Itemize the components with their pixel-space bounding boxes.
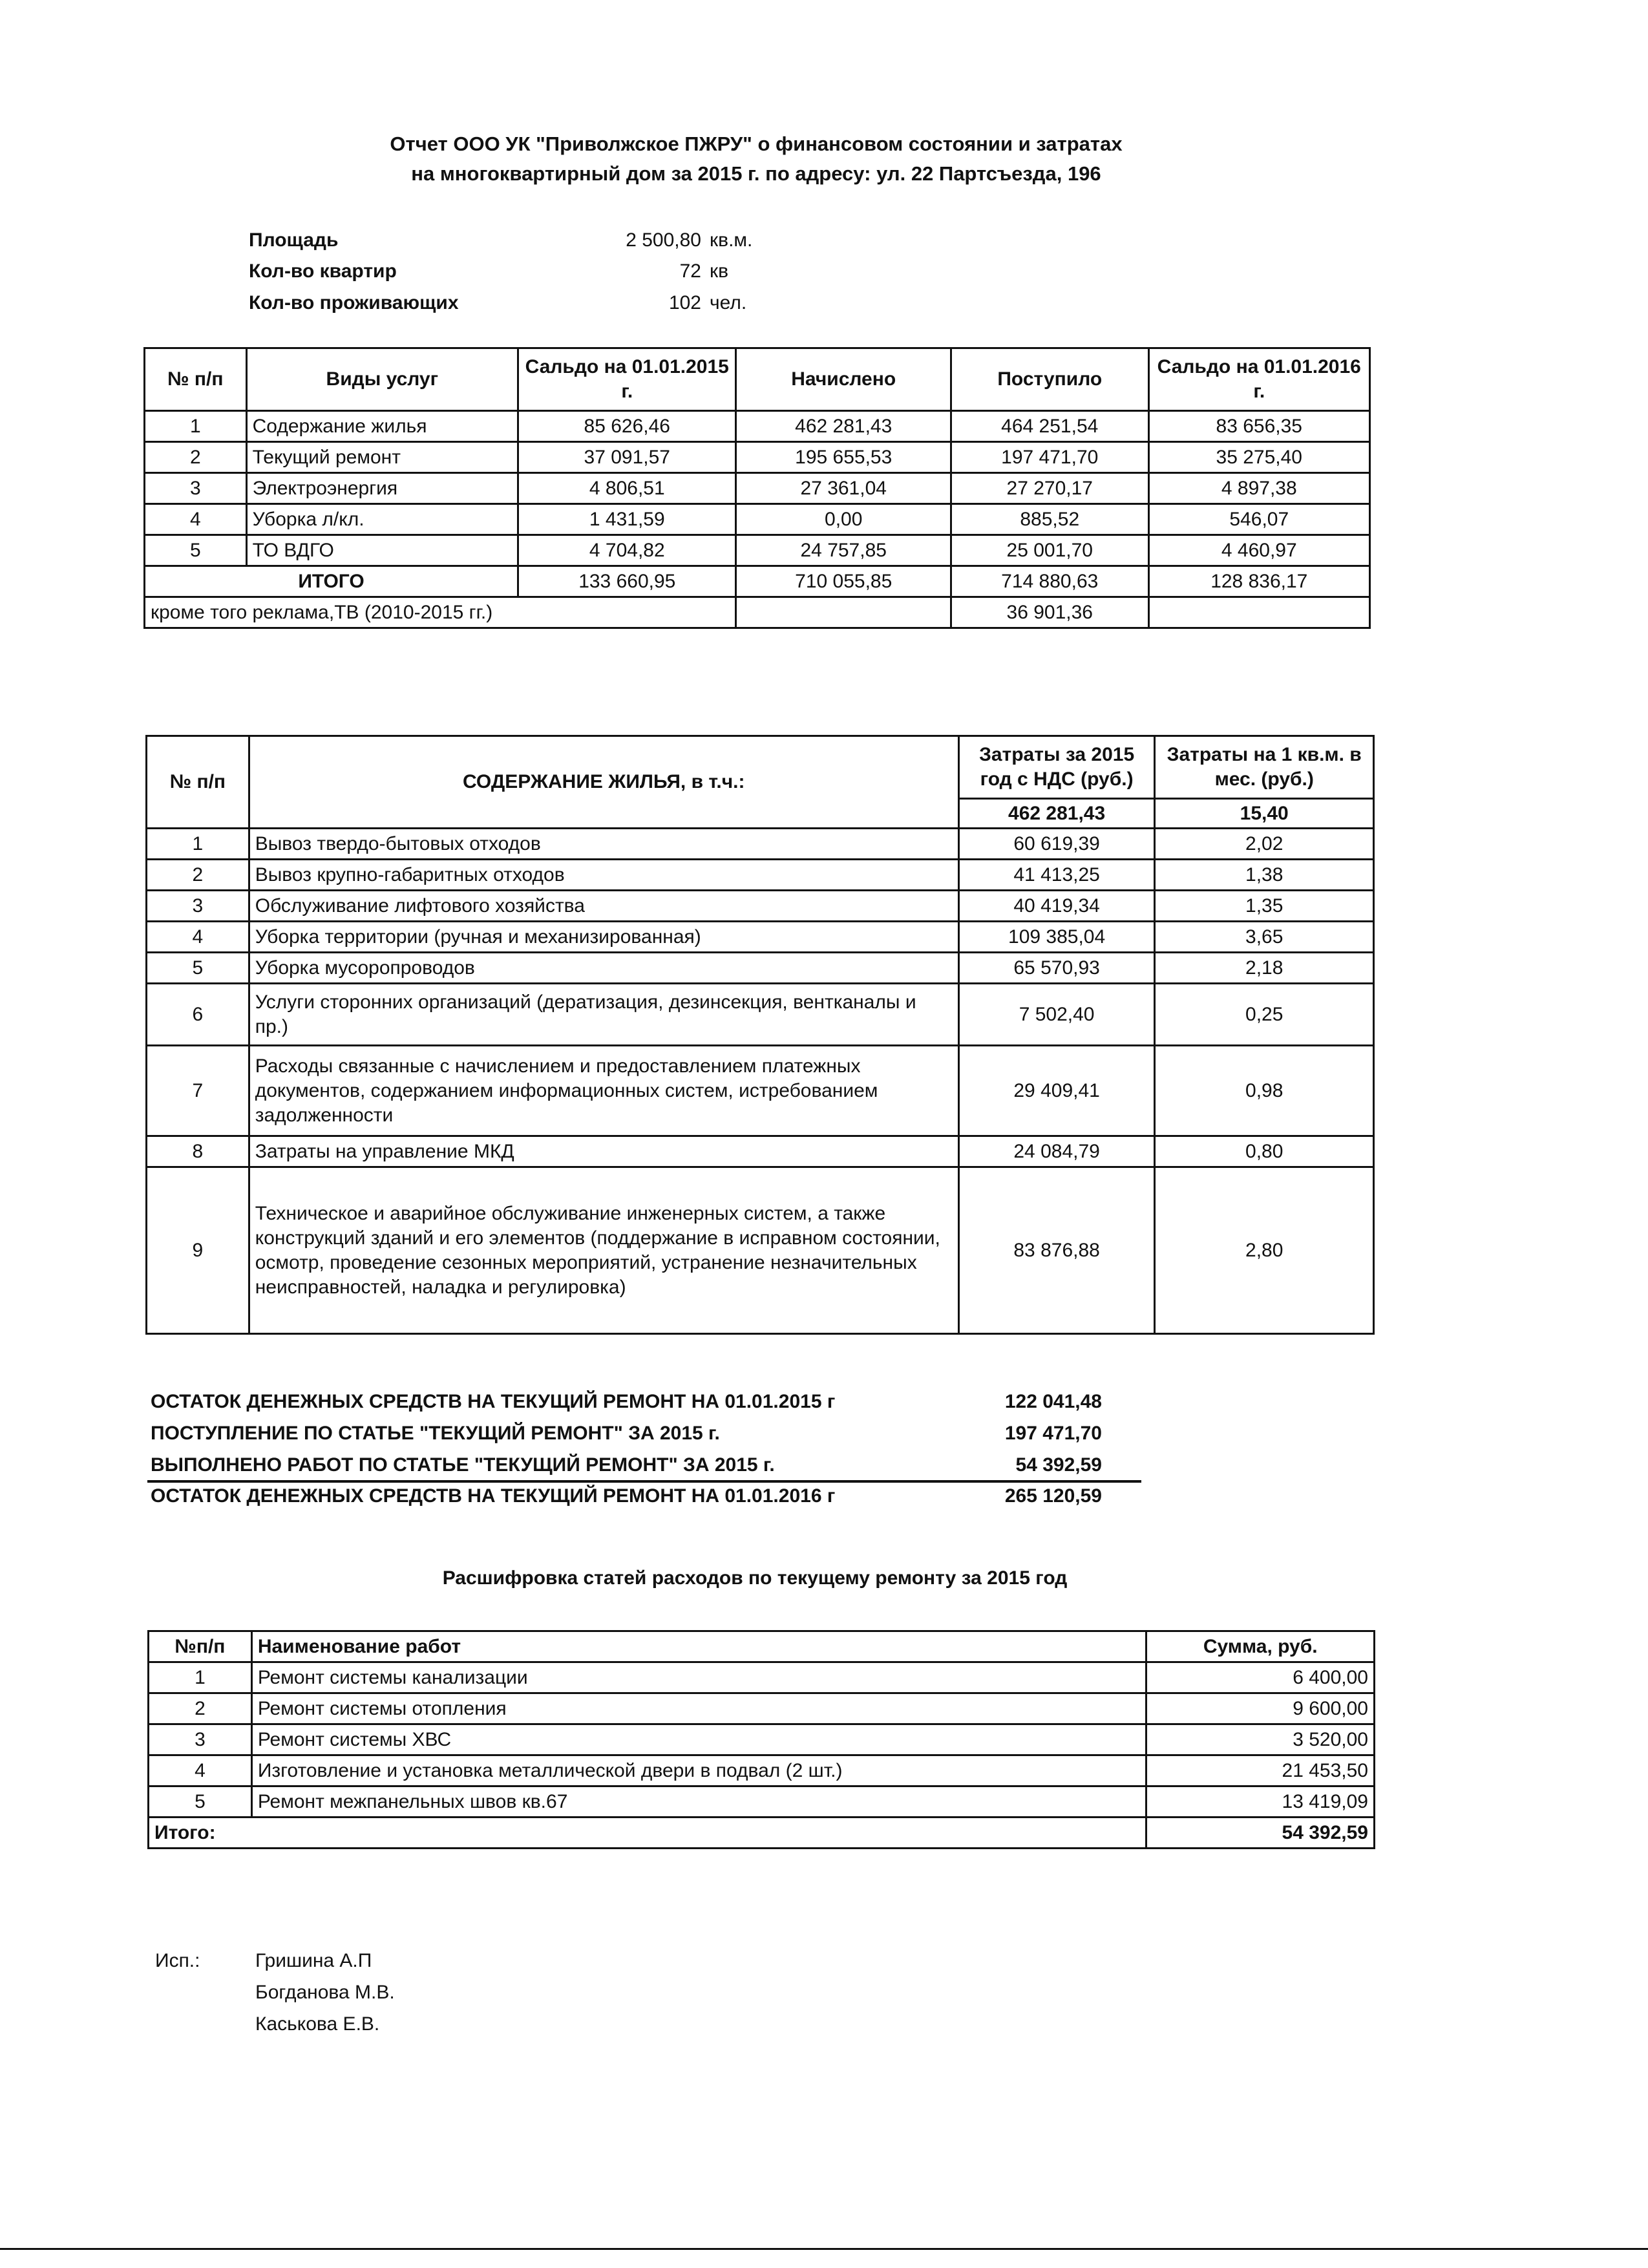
- repair-fund-end-value: 265 120,59: [1004, 1485, 1102, 1507]
- row-num: 5: [149, 1786, 252, 1818]
- row-per-sqm: 0,25: [1155, 984, 1374, 1046]
- row-work-name: Изготовление и установка металлической двери в подвал (2 шт.): [251, 1755, 1146, 1786]
- row-num: 3: [149, 1724, 252, 1755]
- repair-fund-start-label: ОСТАТОК ДЕНЕЖНЫХ СРЕДСТВ НА ТЕКУЩИЙ РЕМОНТ НА 01.01.2015 г: [151, 1391, 836, 1412]
- row-saldo-start: 37 091,57: [518, 442, 736, 473]
- row-num: 4: [147, 922, 249, 953]
- row-num: 4: [149, 1755, 252, 1786]
- repairs-total-row: [149, 1818, 1375, 1849]
- header-num: №п/п: [149, 1631, 252, 1662]
- header-item: СОДЕРЖАНИЕ ЖИЛЬЯ, в т.ч.:: [249, 736, 958, 829]
- row-charged: 27 361,04: [736, 473, 951, 504]
- services-total-row: [145, 566, 1370, 597]
- row-num: 9: [147, 1167, 249, 1334]
- extra-label: кроме того реклама,ТВ (2010-2015 гг.): [145, 597, 736, 628]
- row-service: ТО ВДГО: [246, 535, 518, 566]
- table-row: [145, 473, 1370, 504]
- total-saldo-end: 128 836,17: [1148, 566, 1369, 597]
- row-work-name: Ремонт системы канализации: [251, 1662, 1146, 1693]
- extra-empty-cell: [1148, 597, 1369, 628]
- repairs-breakdown-title: Расшифровка статей расходов по текущему ремонту за 2015 год: [442, 1567, 1068, 1589]
- row-per-sqm: 3,65: [1155, 922, 1374, 953]
- total-charged: 710 055,85: [736, 566, 951, 597]
- row-item: Уборка мусоропроводов: [249, 953, 958, 984]
- row-amount: 21 453,50: [1146, 1755, 1375, 1786]
- row-num: 2: [147, 860, 249, 891]
- row-amount: 13 419,09: [1146, 1786, 1375, 1818]
- row-per-sqm: 0,80: [1155, 1136, 1374, 1167]
- row-saldo-start: 4 806,51: [518, 473, 736, 504]
- extra-received: 36 901,36: [951, 597, 1148, 628]
- repair-fund-start-value: 122 041,48: [1004, 1391, 1102, 1412]
- row-saldo-end: 4 897,38: [1148, 473, 1369, 504]
- row-cost: 65 570,93: [958, 953, 1155, 984]
- row-num: 8: [147, 1136, 249, 1167]
- extra-row: [145, 597, 1370, 628]
- row-amount: 6 400,00: [1146, 1662, 1375, 1693]
- row-num: 5: [147, 953, 249, 984]
- row-num: 6: [147, 984, 249, 1046]
- residents-unit: чел.: [710, 292, 747, 313]
- row-item: Обслуживание лифтового хозяйства: [249, 891, 958, 922]
- row-item: Затраты на управление МКД: [249, 1136, 958, 1167]
- table-row: [149, 1693, 1375, 1724]
- table-row: [147, 829, 1374, 860]
- header-saldo-start: Сальдо на 01.01.2015 г.: [518, 348, 736, 411]
- table-row: [145, 411, 1370, 442]
- row-num: 2: [145, 442, 247, 473]
- header-num: № п/п: [145, 348, 247, 411]
- row-received: 197 471,70: [951, 442, 1148, 473]
- row-cost: 83 876,88: [958, 1167, 1155, 1334]
- header-saldo-end: Сальдо на 01.01.2016 г.: [1148, 348, 1369, 411]
- row-charged: 0,00: [736, 504, 951, 535]
- row-received: 464 251,54: [951, 411, 1148, 442]
- extra-empty-cell: [736, 597, 951, 628]
- header-num: № п/п: [147, 736, 249, 829]
- row-saldo-end: 546,07: [1148, 504, 1369, 535]
- row-received: 25 001,70: [951, 535, 1148, 566]
- area-unit: кв.м.: [710, 229, 753, 251]
- header-annual-cost: Затраты за 2015 год с НДС (руб.): [958, 736, 1155, 799]
- row-cost: 41 413,25: [958, 860, 1155, 891]
- row-num: 1: [145, 411, 247, 442]
- executor-name: Гришина А.П: [255, 1950, 372, 1971]
- table-row: [149, 1786, 1375, 1818]
- table-row: [145, 535, 1370, 566]
- table-row: [147, 953, 1374, 984]
- total-amount: 54 392,59: [1146, 1818, 1375, 1849]
- repair-spent-value: 54 392,59: [1015, 1454, 1102, 1476]
- row-service: Содержание жилья: [246, 411, 518, 442]
- row-cost: 40 419,34: [958, 891, 1155, 922]
- row-amount: 9 600,00: [1146, 1693, 1375, 1724]
- table-row: [147, 891, 1374, 922]
- table-row: [147, 922, 1374, 953]
- row-item: Услуги сторонних организаций (дератизация, дезинсекция, вентканалы и пр.): [249, 984, 958, 1046]
- row-cost: 24 084,79: [958, 1136, 1155, 1167]
- table-row: [149, 1755, 1375, 1786]
- row-num: 7: [147, 1046, 249, 1136]
- residents-value: 102: [668, 292, 701, 313]
- repairs-header-row: [149, 1631, 1375, 1662]
- repair-spent-label: ВЫПОЛНЕНО РАБОТ ПО СТАТЬЕ "ТЕКУЩИЙ РЕМОНТ" ЗА 2015 г.: [151, 1454, 775, 1476]
- row-per-sqm: 0,98: [1155, 1046, 1374, 1136]
- apartments-label: Кол-во квартир: [249, 260, 397, 282]
- apartments-unit: кв: [710, 260, 729, 282]
- row-saldo-end: 4 460,97: [1148, 535, 1369, 566]
- row-cost: 7 502,40: [958, 984, 1155, 1046]
- total-per-sqm: 15,40: [1155, 799, 1374, 829]
- table-row: [147, 1167, 1374, 1334]
- repair-income-label: ПОСТУПЛЕНИЕ ПО СТАТЬЕ "ТЕКУЩИЙ РЕМОНТ" ЗА 2015 г.: [151, 1423, 720, 1444]
- apartments-value: 72: [679, 260, 701, 282]
- report-title-line-2: на многоквартирный дом за 2015 г. по адресу: ул. 22 Партсъезда, 196: [411, 162, 1101, 185]
- header-received: Поступило: [951, 348, 1148, 411]
- row-num: 2: [149, 1693, 252, 1724]
- row-saldo-start: 85 626,46: [518, 411, 736, 442]
- row-charged: 24 757,85: [736, 535, 951, 566]
- header-amount: Сумма, руб.: [1146, 1631, 1375, 1662]
- row-item: Уборка территории (ручная и механизированная): [249, 922, 958, 953]
- services-header-row: [145, 348, 1370, 411]
- row-saldo-end: 83 656,35: [1148, 411, 1369, 442]
- total-received: 714 880,63: [951, 566, 1148, 597]
- row-service: Уборка л/кл.: [246, 504, 518, 535]
- summary-divider: [147, 1480, 1141, 1483]
- row-service: Текущий ремонт: [246, 442, 518, 473]
- area-label: Площадь: [249, 229, 339, 251]
- row-charged: 195 655,53: [736, 442, 951, 473]
- executor-name: Богданова М.В.: [255, 1982, 395, 2003]
- repair-fund-end-label: ОСТАТОК ДЕНЕЖНЫХ СРЕДСТВ НА ТЕКУЩИЙ РЕМОНТ НА 01.01.2016 г: [151, 1485, 836, 1507]
- header-service: Виды услуг: [246, 348, 518, 411]
- row-item: Вывоз крупно-габаритных отходов: [249, 860, 958, 891]
- row-num: 3: [147, 891, 249, 922]
- row-saldo-start: 4 704,82: [518, 535, 736, 566]
- table-row: [149, 1724, 1375, 1755]
- header-work-name: Наименование работ: [251, 1631, 1146, 1662]
- total-annual-cost: 462 281,43: [958, 799, 1155, 829]
- maintenance-table: [145, 735, 1375, 1335]
- repairs-table: [147, 1630, 1375, 1849]
- row-received: 27 270,17: [951, 473, 1148, 504]
- row-num: 1: [149, 1662, 252, 1693]
- row-num: 1: [147, 829, 249, 860]
- row-item: Техническое и аварийное обслуживание инженерных систем, а также конструкций зданий и его элементов (поддержание в исправном состоянии, осмотр, проведение сезонных мероприятий, устранение незначительных неисправностей, наладка и регулировка): [249, 1167, 958, 1334]
- area-value: 2 500,80: [626, 229, 701, 251]
- row-saldo-start: 1 431,59: [518, 504, 736, 535]
- row-item: Расходы связанные с начислением и предоставлением платежных документов, содержанием информационных систем, истребованием задолженности: [249, 1046, 958, 1136]
- repair-income-value: 197 471,70: [1004, 1423, 1102, 1444]
- row-service: Электроэнергия: [246, 473, 518, 504]
- row-num: 4: [145, 504, 247, 535]
- header-per-sqm: Затраты на 1 кв.м. в мес. (руб.): [1155, 736, 1374, 799]
- row-per-sqm: 1,38: [1155, 860, 1374, 891]
- residents-label: Кол-во проживающих: [249, 292, 459, 313]
- scan-edge-line: [0, 2248, 1648, 2250]
- total-saldo-start: 133 660,95: [518, 566, 736, 597]
- row-amount: 3 520,00: [1146, 1724, 1375, 1755]
- executor-name: Каськова Е.В.: [255, 2013, 380, 2035]
- row-num: 5: [145, 535, 247, 566]
- maintenance-header-row: [147, 736, 1374, 799]
- row-charged: 462 281,43: [736, 411, 951, 442]
- row-num: 3: [145, 473, 247, 504]
- row-cost: 109 385,04: [958, 922, 1155, 953]
- row-work-name: Ремонт системы отопления: [251, 1693, 1146, 1724]
- row-per-sqm: 2,80: [1155, 1167, 1374, 1334]
- row-per-sqm: 2,02: [1155, 829, 1374, 860]
- total-label: ИТОГО: [145, 566, 518, 597]
- table-row: [145, 504, 1370, 535]
- row-saldo-end: 35 275,40: [1148, 442, 1369, 473]
- table-row: [145, 442, 1370, 473]
- table-row: [147, 1046, 1374, 1136]
- table-row: [147, 1136, 1374, 1167]
- row-per-sqm: 1,35: [1155, 891, 1374, 922]
- table-row: [147, 860, 1374, 891]
- services-table: [143, 347, 1371, 629]
- row-item: Вывоз твердо-бытовых отходов: [249, 829, 958, 860]
- table-row: [147, 984, 1374, 1046]
- row-per-sqm: 2,18: [1155, 953, 1374, 984]
- row-work-name: Ремонт межпанельных швов кв.67: [251, 1786, 1146, 1818]
- row-cost: 60 619,39: [958, 829, 1155, 860]
- row-work-name: Ремонт системы ХВС: [251, 1724, 1146, 1755]
- table-row: [149, 1662, 1375, 1693]
- total-label: Итого:: [149, 1818, 1146, 1849]
- row-received: 885,52: [951, 504, 1148, 535]
- row-cost: 29 409,41: [958, 1046, 1155, 1136]
- executors-label: Исп.:: [155, 1950, 200, 1971]
- header-charged: Начислено: [736, 348, 951, 411]
- report-title-line-1: Отчет ООО УК "Приволжское ПЖРУ" о финансовом состоянии и затратах: [390, 132, 1123, 155]
